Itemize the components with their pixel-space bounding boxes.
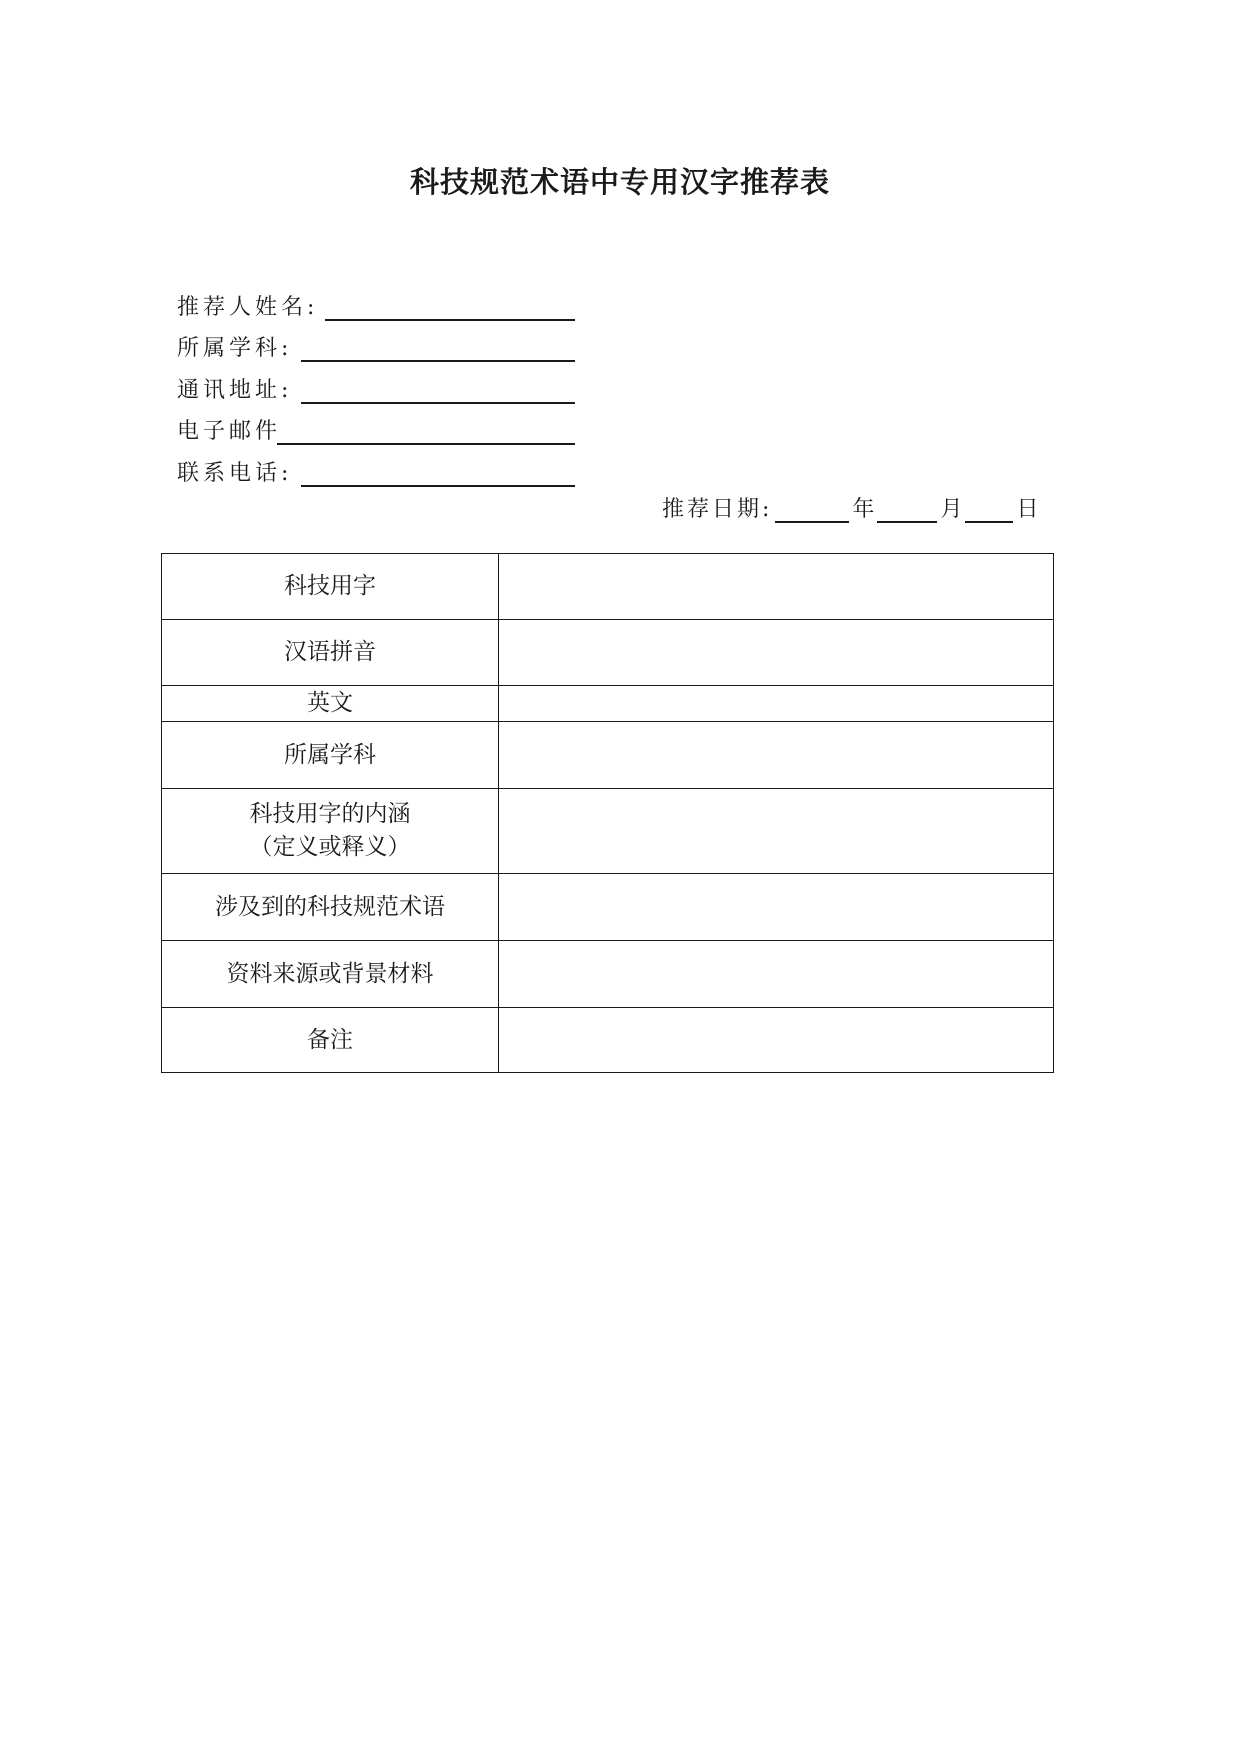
phone-input-line[interactable] [301,457,575,487]
row-value-cell[interactable] [499,620,1053,685]
discipline-field [177,329,577,363]
date-month-blank[interactable] [877,495,937,523]
row-label-cell [162,1008,499,1072]
address-label: 通讯地址: [177,378,293,403]
recommender-name-field [177,288,577,322]
table-row [162,554,1053,619]
row-value-cell[interactable] [499,874,1053,940]
row-label: 涉及到的科技规范术语 [215,893,445,920]
email-label: 电子邮件 [177,419,282,444]
address-field [177,371,577,405]
page-title: 科技规范术语中专用汉字推荐表 [409,165,830,199]
row-label-sub: （定义或释义） [249,834,411,860]
row-value-cell[interactable] [499,1008,1053,1072]
email-input-line[interactable] [277,415,575,445]
date-year-label: 年 [852,497,875,522]
row-label: 科技用字的内涵 [249,801,411,827]
row-label: 科技用字 [284,573,376,599]
table-row [162,788,1053,873]
row-value-cell[interactable] [499,686,1053,721]
row-label-cell [162,874,499,940]
date-day-blank[interactable] [965,495,1013,523]
row-label: 汉语拼音 [284,639,376,665]
discipline-label: 所属学科: [177,336,293,361]
phone-field [177,454,577,488]
row-label-cell [162,789,499,873]
table-row [162,1007,1053,1072]
date-label: 推荐日期: [662,497,773,522]
row-label: 所属学科 [284,741,376,768]
row-label-cell [162,722,499,788]
table-row [162,873,1053,940]
row-value-cell[interactable] [499,789,1053,873]
discipline-input-line[interactable] [301,332,575,362]
row-label-cell [162,941,499,1007]
recommender-name-label: 推荐人姓名: [177,295,319,320]
row-label: 资料来源或背景材料 [226,960,434,987]
row-label-cell [162,620,499,685]
table-row [162,619,1053,685]
phone-label: 联系电话: [177,461,293,486]
recommendation-table [161,553,1054,1073]
recommendation-date [662,489,1038,523]
row-label-cell [162,554,499,619]
email-field [177,412,577,446]
date-month-label: 月 [940,497,963,522]
address-input-line[interactable] [301,374,575,404]
row-value-cell[interactable] [499,554,1053,619]
row-label: 备注 [307,1026,353,1053]
row-label-cell [162,686,499,721]
date-year-blank[interactable] [775,495,849,523]
table-row [162,940,1053,1007]
table-row [162,721,1053,788]
date-day-label: 日 [1016,497,1039,522]
row-label: 英文 [307,690,353,716]
row-value-cell[interactable] [499,722,1053,788]
table-row [162,685,1053,721]
recommender-name-input-line[interactable] [325,291,575,321]
row-value-cell[interactable] [499,941,1053,1007]
